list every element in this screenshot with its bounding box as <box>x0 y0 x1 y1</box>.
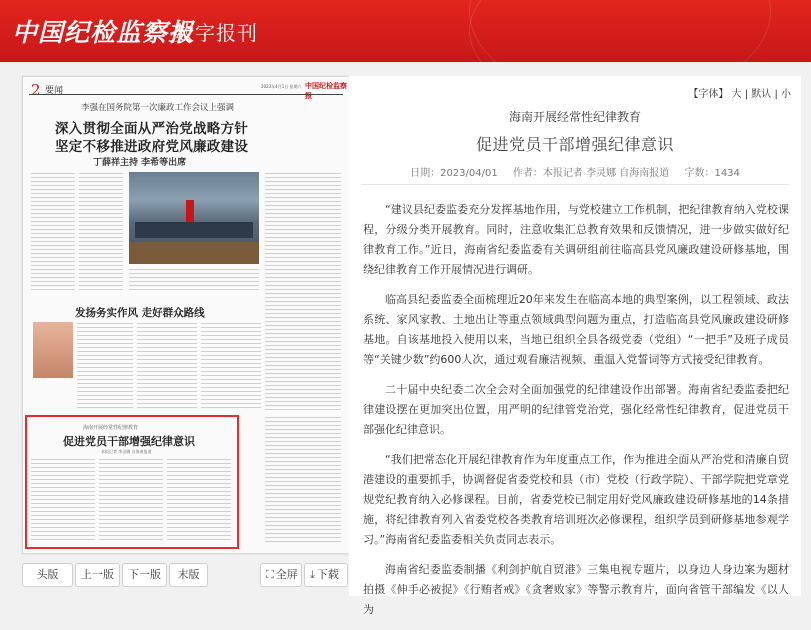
date-value: 2023/04/01 <box>440 168 498 179</box>
article-paragraph: “我们把常态化开展纪律教育作为年度重点工作，作为推进全面从严治党和清廉自贸港建设的重要抓手，协调督促省委党校和县（市）党校（行政学院）、干部学院把党章党规党纪教育纳入必修课程。目前，省委党校已制定用好党风廉政建设研修基地的14条措施，将纪律教育列入省委党校各类教育培训班次必修课程，组织学员到研修基地参观学习。”海南省纪委监委相关负责同志表示。 <box>363 453 789 546</box>
desk-shape <box>135 222 253 238</box>
news-photo[interactable] <box>129 172 259 264</box>
text-column <box>265 417 341 545</box>
text-column <box>99 459 163 541</box>
floor-shape <box>129 242 259 264</box>
article-divider <box>361 184 789 185</box>
text-column <box>77 323 133 411</box>
page-section: 要闻 <box>45 86 64 96</box>
author-label: 作者： <box>512 168 543 179</box>
article-date <box>410 168 498 179</box>
article-kicker: 海南开展经常性纪律教育 <box>508 110 641 124</box>
download-label: 下载 <box>316 568 339 581</box>
text-column <box>265 173 341 413</box>
side-photo <box>33 322 73 378</box>
page-masthead: 中国纪检监察报 <box>305 82 347 100</box>
article-word-count <box>684 168 739 179</box>
article-title: 促进党员干部增强纪律意识 <box>475 135 674 154</box>
text-column <box>129 269 259 293</box>
font-default-button[interactable]: 默认 <box>751 89 772 100</box>
site-header <box>0 0 811 62</box>
font-large-button[interactable]: 大 <box>731 89 742 100</box>
date-label: 日期： <box>410 168 441 179</box>
article-paragraph: “建议县纪委监委充分发挥基地作用，与党校建立工作机制，把纪律教育纳入党校课程，分级分类开展教育。同时，注意收集汇总教育效果和反馈情况，进一步做实做好纪律教育工作。”近日，海南省纪委监委有关调研组前往临高县党风廉政建设研修基地，围绕纪律教育工作开展情况进行调研。 <box>363 203 789 276</box>
font-size-control: 【字体】 大 | 默认 | 小 <box>688 89 791 100</box>
article-author <box>513 168 669 179</box>
font-small-button[interactable]: 小 <box>781 89 791 100</box>
header-decoration <box>469 0 771 62</box>
flag-shape <box>186 200 194 222</box>
preview-kicker[interactable]: 李强在国务院第一次廉政工作会议上强调 <box>81 103 235 113</box>
page-number: 2 <box>31 81 41 99</box>
prev-page-button[interactable]: 上一版 <box>75 563 120 587</box>
article-meta <box>349 164 801 179</box>
font-label: 【字体】 <box>688 89 729 100</box>
fullscreen-icon: ⛶ <box>266 568 274 581</box>
selected-article-kicker: 海南开展经常性纪律教育 <box>83 425 139 431</box>
words-value: 1434 <box>714 168 740 179</box>
article-panel <box>349 76 801 616</box>
article-paragraph: 二十届中央纪委二次全会对全面加强党的纪律建设作出部署。海南省纪委监委把纪律建设摆在更加突出位置，用严明的纪律管党治党，强化经常性纪律教育，促进党员干部强化纪律意识。 <box>363 383 789 436</box>
preview-byline: 丁薛祥主持 李希等出席 <box>93 158 187 168</box>
article-paragraph: 海南省纪委监委制播《利剑护航自贸港》三集电视专题片，以身边人身边案为题材拍摄《伸手必被捉》《行贿者戒》《贪奢败家》等警示教育片，面向省管干部编发《以人为 <box>363 563 789 616</box>
selected-article-title[interactable]: 促进党员干部增强纪律意识 <box>63 435 195 448</box>
text-column <box>137 323 197 411</box>
selected-article-author: 本报记者 李灵娜 自海南报道 <box>101 449 152 454</box>
article-body <box>363 200 789 630</box>
text-column <box>201 323 261 411</box>
site-subtitle: 数字报刊 <box>174 21 258 45</box>
page-rule <box>29 94 343 95</box>
page-date: 2023年4月1日 星期六 <box>261 84 302 89</box>
preview-subheadline[interactable]: 发扬务实作风 走好群众路线 <box>75 307 205 319</box>
download-button[interactable] <box>304 563 348 587</box>
first-page-button[interactable]: 头版 <box>22 563 73 587</box>
page-preview[interactable] <box>22 76 350 554</box>
site-logo[interactable]: 中国纪检监察报 <box>12 18 195 47</box>
preview-headline-2[interactable]: 坚定不移推进政府党风廉政建设 <box>55 139 249 155</box>
words-label: 字数： <box>684 168 715 179</box>
next-page-button[interactable]: 下一版 <box>122 563 167 587</box>
fullscreen-label: 全屏 <box>275 568 298 581</box>
text-column <box>79 173 123 293</box>
fullscreen-button[interactable] <box>260 563 302 587</box>
text-column <box>31 173 75 293</box>
last-page-button[interactable]: 末版 <box>169 563 208 587</box>
download-icon: ⤓ <box>310 568 315 581</box>
text-column <box>167 459 231 541</box>
author-value: 本报记者 李灵娜 自海南报道 <box>542 168 670 179</box>
article-paragraph: 临高县纪委监委全面梳理近20年来发生在临高本地的典型案例，以工程领域、政法系统、家风家教、土地出让等重点领域典型问题为重点，打造临高县党风廉政建设研修基地。自该基地投入使用以来，当地已组织全县各级党委（党组）“一把手”及班子成员等“关键少数”约600人次，通过观看廉洁视频、重温入党誓词等方式接受纪律教育。 <box>363 293 789 366</box>
preview-headline-1[interactable]: 深入贯彻全面从严治党战略方针 <box>55 121 249 137</box>
text-column <box>31 459 95 541</box>
